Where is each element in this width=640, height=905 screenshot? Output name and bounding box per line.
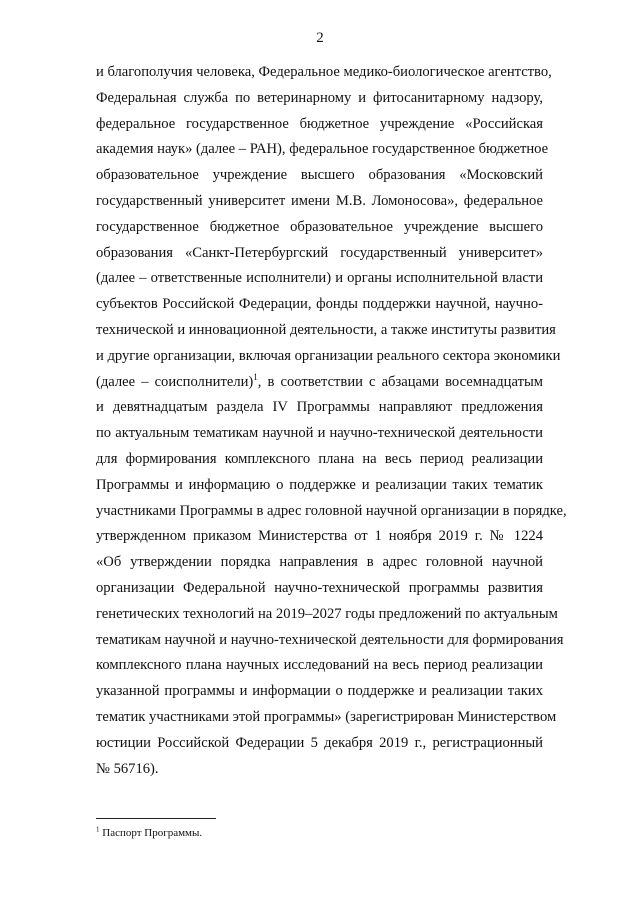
footnote bbox=[96, 826, 202, 840]
text-line: юстиции Российской Федерации 5 декабря 2019 г., регистрационный bbox=[96, 734, 543, 751]
text-line: генетических технологий на 2019–2027 годы предложений по актуальным bbox=[96, 605, 558, 622]
text-line: Программы и информацию о поддержке и реализации таких тематик bbox=[96, 476, 543, 493]
footnote-marker: 1 bbox=[96, 825, 100, 834]
text-line: субъектов Российской Федерации, фонды поддержки научной, научно- bbox=[96, 296, 543, 313]
body-text bbox=[96, 60, 567, 782]
text-line: тематикам научной и научно-технической деятельности для формирования bbox=[96, 631, 564, 648]
text-line: по актуальным тематикам научной и научно-технической деятельности bbox=[96, 425, 543, 442]
text-line: и благополучия человека, Федеральное медико-биологическое агентство, bbox=[96, 64, 552, 80]
text-line: технической и инновационной деятельности, а также институты развития bbox=[96, 321, 556, 338]
footnote-marker: 1 bbox=[253, 371, 258, 382]
text-line: утвержденном приказом Министерства от 1 ноября 2019 г. № 1224 bbox=[96, 528, 543, 545]
text-line: государственное бюджетное образовательное учреждение высшего bbox=[96, 218, 543, 235]
text-line-head: (далее – соисполнители) bbox=[96, 373, 254, 390]
text-line: комплексного плана научных исследований на весь период реализации bbox=[96, 657, 543, 674]
text-line: тематик участниками этой программы» (зарегистрирован Министерством bbox=[96, 708, 557, 725]
text-line-last: № 56716). bbox=[96, 760, 159, 777]
text-line: и девятнадцатым раздела IV Программы направляют предложения bbox=[96, 399, 543, 416]
text-line: (далее – ответственные исполнители) и органы исполнительной власти bbox=[96, 270, 543, 287]
text-line-tail: , в соответствии с абзацами восемнадцатым bbox=[257, 373, 543, 390]
footnote-text: Паспорт Программы. bbox=[99, 827, 203, 839]
text-line-with-footnote bbox=[96, 370, 543, 396]
text-line: образовательное учреждение высшего образования «Московский bbox=[96, 167, 543, 184]
text-line: указанной программы и информации о поддержке и реализации таких bbox=[96, 683, 543, 700]
text-line: Федеральная служба по ветеринарному и фитосанитарному надзору, bbox=[96, 89, 543, 106]
text-line: участниками Программы в адрес головной научной организации в порядке, bbox=[96, 502, 567, 519]
text-line: для формирования комплексного плана на весь период реализации bbox=[96, 450, 543, 467]
text-line: организации Федеральной научно-технической программы развития bbox=[96, 579, 543, 596]
text-line: «Об утверждении порядка направления в адрес головной научной bbox=[96, 554, 543, 571]
text-line: и другие организации, включая организации реального сектора экономики bbox=[96, 347, 561, 364]
text-line: федеральное государственное бюджетное учреждение «Российская bbox=[96, 115, 543, 132]
text-line: государственный университет имени М.В. Ломоносова», федеральное bbox=[96, 192, 543, 209]
text-line: образования «Санкт-Петербургский государственный университет» bbox=[96, 244, 543, 261]
text-line: академия наук» (далее – РАН), федеральное государственное бюджетное bbox=[96, 141, 549, 158]
page-number: 2 bbox=[316, 30, 324, 46]
footnote-separator bbox=[96, 818, 216, 819]
